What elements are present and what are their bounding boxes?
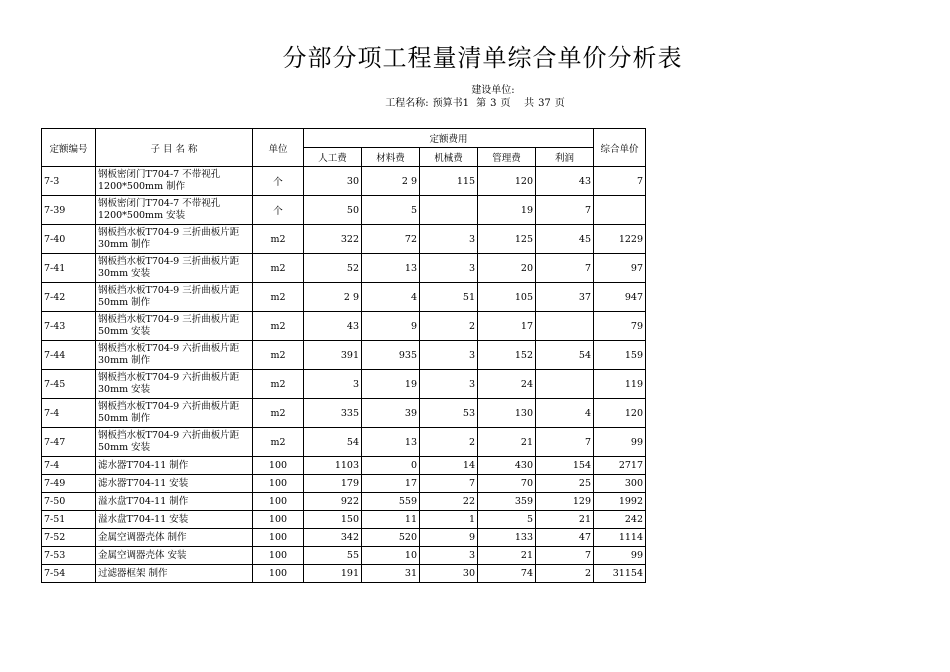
- row-material: 520: [362, 529, 420, 547]
- row-material: 13: [362, 428, 420, 457]
- row-labor: 322: [304, 225, 362, 254]
- row-profit: [536, 312, 594, 341]
- row-code: 7-53: [42, 547, 96, 565]
- row-unit: m2: [253, 399, 304, 428]
- row-machine: 7: [420, 475, 478, 493]
- row-name: 钢板密闭门T704-7 不带视孔1200*500mm 制作: [96, 167, 253, 196]
- row-machine: 22: [420, 493, 478, 511]
- row-machine: 51: [420, 283, 478, 312]
- row-management: 24: [478, 370, 536, 399]
- row-management: 70: [478, 475, 536, 493]
- row-price: 97: [594, 254, 646, 283]
- row-machine: 53: [420, 399, 478, 428]
- row-material: 31: [362, 565, 420, 583]
- row-profit: 47: [536, 529, 594, 547]
- row-management: 133: [478, 529, 536, 547]
- table-row: [42, 529, 646, 547]
- table-row: [42, 312, 646, 341]
- row-material: 2 9: [362, 167, 420, 196]
- row-profit: 2: [536, 565, 594, 583]
- row-code: 7-39: [42, 196, 96, 225]
- row-machine: 3: [420, 341, 478, 370]
- table-row: [42, 254, 646, 283]
- header-machine: 机械费: [420, 148, 478, 167]
- header-unit-price: 综合单价: [594, 129, 646, 167]
- table-row: [42, 547, 646, 565]
- row-price: 947: [594, 283, 646, 312]
- row-profit: 43: [536, 167, 594, 196]
- row-labor: 179: [304, 475, 362, 493]
- total-prefix: 共: [524, 98, 535, 109]
- project-name: 预算书1: [432, 98, 469, 109]
- row-name: 溢水盘T704-11 安装: [96, 511, 253, 529]
- row-labor: 150: [304, 511, 362, 529]
- row-labor: 54: [304, 428, 362, 457]
- row-machine: 3: [420, 225, 478, 254]
- row-labor: 191: [304, 565, 362, 583]
- row-name: 金属空调器壳体 安装: [96, 547, 253, 565]
- row-code: 7-41: [42, 254, 96, 283]
- row-profit: 154: [536, 457, 594, 475]
- row-name: 溢水盘T704-11 制作: [96, 493, 253, 511]
- row-material: 19: [362, 370, 420, 399]
- header-management: 管理费: [478, 148, 536, 167]
- row-profit: 25: [536, 475, 594, 493]
- table-row: [42, 565, 646, 583]
- row-price: [594, 196, 646, 225]
- row-unit: 100: [253, 511, 304, 529]
- row-unit: 100: [253, 475, 304, 493]
- header-name: 子 目 名 称: [96, 129, 253, 167]
- row-price: 159: [594, 341, 646, 370]
- row-labor: 43: [304, 312, 362, 341]
- row-name: 过滤器框架 制作: [96, 565, 253, 583]
- row-profit: 37: [536, 283, 594, 312]
- row-material: 39: [362, 399, 420, 428]
- row-price: 1229: [594, 225, 646, 254]
- row-machine: 14: [420, 457, 478, 475]
- row-machine: 1: [420, 511, 478, 529]
- header-unit: 单位: [253, 129, 304, 167]
- row-management: 130: [478, 399, 536, 428]
- row-unit: m2: [253, 225, 304, 254]
- row-unit: 100: [253, 493, 304, 511]
- table-row: [42, 167, 646, 196]
- header-material: 材料费: [362, 148, 420, 167]
- header-code: 定额编号: [42, 129, 96, 167]
- row-unit: 100: [253, 529, 304, 547]
- row-unit: 个: [253, 167, 304, 196]
- row-unit: 100: [253, 457, 304, 475]
- header-labor: 人工费: [304, 148, 362, 167]
- row-machine: 2: [420, 428, 478, 457]
- row-profit: [536, 370, 594, 399]
- row-material: 17: [362, 475, 420, 493]
- row-name: 滤水器T704-11 制作: [96, 457, 253, 475]
- row-management: 17: [478, 312, 536, 341]
- row-name: 钢板挡水板T704-9 三折曲板片距50mm 安装: [96, 312, 253, 341]
- row-unit: 100: [253, 565, 304, 583]
- row-management: 21: [478, 428, 536, 457]
- row-name: 钢板挡水板T704-9 六折曲板片距30mm 制作: [96, 341, 253, 370]
- row-labor: 1103: [304, 457, 362, 475]
- row-name: 钢板密闭门T704-7 不带视孔1200*500mm 安装: [96, 196, 253, 225]
- row-management: 20: [478, 254, 536, 283]
- row-name: 钢板挡水板T704-9 三折曲板片距30mm 安装: [96, 254, 253, 283]
- row-material: 559: [362, 493, 420, 511]
- row-unit: m2: [253, 254, 304, 283]
- row-price: 99: [594, 547, 646, 565]
- builder-label: 建设单位:: [471, 85, 515, 96]
- table-row: [42, 475, 646, 493]
- row-machine: 30: [420, 565, 478, 583]
- table-row: [42, 283, 646, 312]
- row-code: 7-54: [42, 565, 96, 583]
- row-machine: 3: [420, 370, 478, 399]
- row-management: 105: [478, 283, 536, 312]
- row-name: 钢板挡水板T704-9 三折曲板片距50mm 制作: [96, 283, 253, 312]
- row-labor: 335: [304, 399, 362, 428]
- row-labor: 922: [304, 493, 362, 511]
- row-price: 119: [594, 370, 646, 399]
- row-labor: 30: [304, 167, 362, 196]
- row-profit: 4: [536, 399, 594, 428]
- analysis-table: [41, 128, 646, 583]
- row-code: 7-40: [42, 225, 96, 254]
- project-line: [0, 94, 950, 109]
- row-code: 7-49: [42, 475, 96, 493]
- row-labor: 3: [304, 370, 362, 399]
- row-profit: 7: [536, 254, 594, 283]
- header-quota-fee: 定额费用: [304, 129, 594, 148]
- row-machine: 3: [420, 547, 478, 565]
- row-profit: 7: [536, 547, 594, 565]
- row-profit: 7: [536, 428, 594, 457]
- row-unit: m2: [253, 312, 304, 341]
- row-profit: 129: [536, 493, 594, 511]
- row-price: 120: [594, 399, 646, 428]
- total-suffix: 页: [554, 98, 565, 109]
- row-code: 7-47: [42, 428, 96, 457]
- row-material: 10: [362, 547, 420, 565]
- row-name: 钢板挡水板T704-9 六折曲板片距50mm 制作: [96, 399, 253, 428]
- row-material: 13: [362, 254, 420, 283]
- row-management: 21: [478, 547, 536, 565]
- table-row: [42, 493, 646, 511]
- row-profit: 45: [536, 225, 594, 254]
- project-label: 工程名称:: [385, 98, 429, 109]
- row-machine: 9: [420, 529, 478, 547]
- row-unit: m2: [253, 428, 304, 457]
- row-code: 7-51: [42, 511, 96, 529]
- row-material: 935: [362, 341, 420, 370]
- page-number: 3: [490, 98, 497, 109]
- row-management: 430: [478, 457, 536, 475]
- table-row: [42, 399, 646, 428]
- row-price: 1114: [594, 529, 646, 547]
- row-labor: 50: [304, 196, 362, 225]
- row-profit: 54: [536, 341, 594, 370]
- row-code: 7-50: [42, 493, 96, 511]
- row-management: 19: [478, 196, 536, 225]
- row-labor: 2 9: [304, 283, 362, 312]
- table-row: [42, 428, 646, 457]
- table-row: [42, 225, 646, 254]
- row-machine: [420, 196, 478, 225]
- row-code: 7-42: [42, 283, 96, 312]
- row-management: 5: [478, 511, 536, 529]
- header-profit: 利润: [536, 148, 594, 167]
- row-price: 1992: [594, 493, 646, 511]
- row-price: 31154: [594, 565, 646, 583]
- row-management: 152: [478, 341, 536, 370]
- row-code: 7-4: [42, 399, 96, 428]
- row-unit: 个: [253, 196, 304, 225]
- row-name: 金属空调器壳体 制作: [96, 529, 253, 547]
- row-material: 9: [362, 312, 420, 341]
- row-unit: m2: [253, 341, 304, 370]
- row-price: 99: [594, 428, 646, 457]
- row-code: 7-4: [42, 457, 96, 475]
- table-row: [42, 341, 646, 370]
- row-price: 242: [594, 511, 646, 529]
- page-prefix: 第: [476, 98, 487, 109]
- page-mid: 页: [500, 98, 511, 109]
- row-machine: 2: [420, 312, 478, 341]
- row-material: 72: [362, 225, 420, 254]
- row-price: 2717: [594, 457, 646, 475]
- row-profit: 7: [536, 196, 594, 225]
- row-management: 120: [478, 167, 536, 196]
- row-name: 钢板挡水板T704-9 三折曲板片距30mm 制作: [96, 225, 253, 254]
- table-row: [42, 196, 646, 225]
- row-labor: 391: [304, 341, 362, 370]
- row-labor: 55: [304, 547, 362, 565]
- row-name: 钢板挡水板T704-9 六折曲板片距50mm 安装: [96, 428, 253, 457]
- row-management: 359: [478, 493, 536, 511]
- table-row: [42, 457, 646, 475]
- row-management: 74: [478, 565, 536, 583]
- row-material: 4: [362, 283, 420, 312]
- row-labor: 342: [304, 529, 362, 547]
- row-name: 滤水器T704-11 安装: [96, 475, 253, 493]
- row-code: 7-45: [42, 370, 96, 399]
- row-code: 7-44: [42, 341, 96, 370]
- row-price: 79: [594, 312, 646, 341]
- row-profit: 21: [536, 511, 594, 529]
- row-material: 5: [362, 196, 420, 225]
- row-management: 125: [478, 225, 536, 254]
- row-code: 7-43: [42, 312, 96, 341]
- row-unit: 100: [253, 547, 304, 565]
- page-title: 分部分项工程量清单综合单价分析表: [282, 44, 683, 72]
- row-code: 7-3: [42, 167, 96, 196]
- total-pages: 37: [538, 98, 551, 109]
- row-name: 钢板挡水板T704-9 六折曲板片距30mm 安装: [96, 370, 253, 399]
- row-code: 7-52: [42, 529, 96, 547]
- table-row: [42, 370, 646, 399]
- row-price: 7: [594, 167, 646, 196]
- table-row: [42, 511, 646, 529]
- row-material: 11: [362, 511, 420, 529]
- row-unit: m2: [253, 283, 304, 312]
- row-machine: 115: [420, 167, 478, 196]
- row-price: 300: [594, 475, 646, 493]
- row-machine: 3: [420, 254, 478, 283]
- row-unit: m2: [253, 370, 304, 399]
- row-labor: 52: [304, 254, 362, 283]
- row-material: 0: [362, 457, 420, 475]
